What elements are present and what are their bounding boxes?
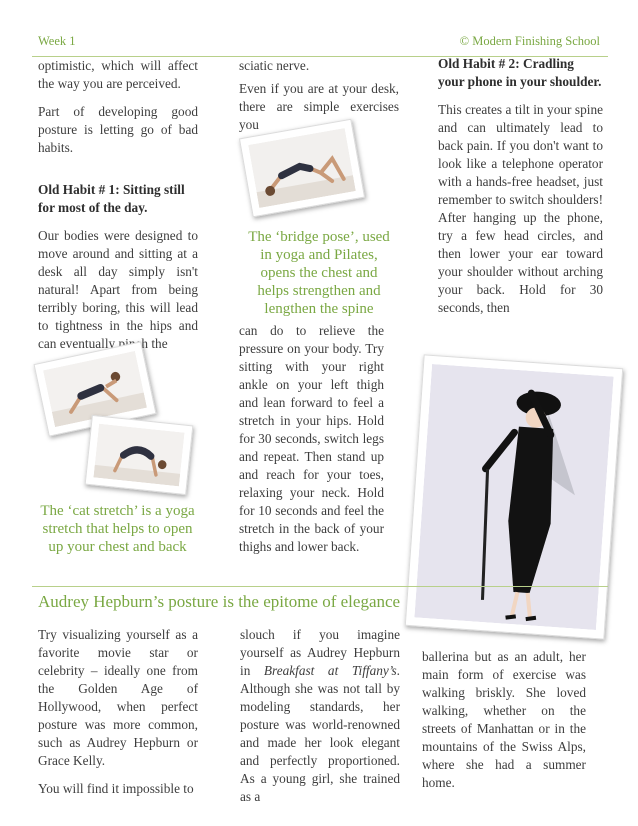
col2-paragraph-2: Even if you are at your desk, there are simple exercises you bbox=[239, 81, 399, 132]
cat-stretch-photo-2 bbox=[85, 415, 194, 495]
col2-paragraph-3: can do to relieve the pressure on your body. Try sitting with your right ankle on your left thigh and lean forward to feel a stretch in your hips. Hold for 30 seconds, switch legs and repeat. Then stand up and reach for your toes, relaxing your neck. Hold for 10 seconds and feel the stretch in the back of your thighs and lower back. bbox=[239, 323, 384, 554]
column-3 bbox=[438, 55, 603, 327]
col2-paragraph-1: sciatic nerve. bbox=[239, 58, 310, 73]
cat-stretch-caption: The ‘cat stretch’ is a yoga stretch that helps to open up your chest and back bbox=[40, 503, 195, 555]
habit-2-heading: Old Habit # 2: Cradling your phone in your shoulder. bbox=[438, 56, 602, 89]
audrey-hepburn-photo bbox=[405, 354, 623, 639]
col3-paragraph-1: This creates a tilt in your spine and can ultimately lead to back pain. If you don't want to look like a telephone operator with a hands-free headset, just remember to switch shoulders! After hanging up the phone, try a few head circles, and then lower your ear toward your shoulder without arching your back. Hold for 30 seconds, then bbox=[438, 102, 603, 315]
section-col2-text-b: . Although she was not tall by modeling standards, her posture was world-renowned and made her look elegant and perfectly proportioned. As a young girl, she trained as a bbox=[240, 663, 400, 804]
habit-1-heading: Old Habit # 1: Sitting still for most of the day. bbox=[38, 182, 185, 215]
audrey-hepburn-illustration bbox=[414, 364, 613, 630]
col1-paragraph-1: optimistic, which will affect the way you are perceived. bbox=[38, 58, 198, 91]
section-column-2 bbox=[240, 626, 400, 816]
col1-paragraph-3: Our bodies were designed to move around and sitting at a desk all day simply isn't natural! Apart from being terribly boring, this will lead to tightness in the hips and can eventually pinch the bbox=[38, 228, 198, 351]
section-rule bbox=[32, 586, 608, 587]
section-col3-paragraph: ballerina but as an adult, her main form of exercise was walking briskly. She loved walking, whether on the streets of Manhattan or in the mountains of the Swiss Alps, where she had a summer home. bbox=[422, 649, 586, 790]
section-title: Audrey Hepburn’s posture is the epitome of elegance bbox=[38, 592, 401, 611]
col1-paragraph-2: Part of developing good posture is letting go of bad habits. bbox=[38, 104, 198, 155]
column-2-bottom bbox=[239, 322, 384, 566]
header-week-label: Week 1 bbox=[38, 34, 76, 48]
section-col2-text-a: slouch if you imagine yourself as Audrey Hepburn in bbox=[240, 627, 400, 678]
cat-stretch-illustration-2 bbox=[93, 424, 184, 487]
header-copyright: © Modern Finishing School bbox=[459, 34, 600, 48]
section-col1-paragraph-2: You will find it impossible to bbox=[38, 781, 194, 796]
bridge-pose-illustration bbox=[248, 128, 356, 208]
column-1 bbox=[38, 57, 198, 363]
section-column-3 bbox=[422, 648, 586, 802]
section-column-1 bbox=[38, 626, 198, 808]
section-col2-paragraph bbox=[240, 626, 400, 806]
bridge-pose-caption: The ‘bridge pose’, used in yoga and Pilates, opens the chest and helps strengthen and lengthen the spine bbox=[248, 229, 390, 317]
section-col1-paragraph-1: Try visualizing yourself as a favorite movie star or celebrity – ideally one from the Golden Age of Hollywood, when perfect posture was more common, such as Audrey Hepburn or Grace Kelly. bbox=[38, 627, 198, 768]
film-title: Breakfast at Tiffany’s bbox=[263, 663, 397, 678]
